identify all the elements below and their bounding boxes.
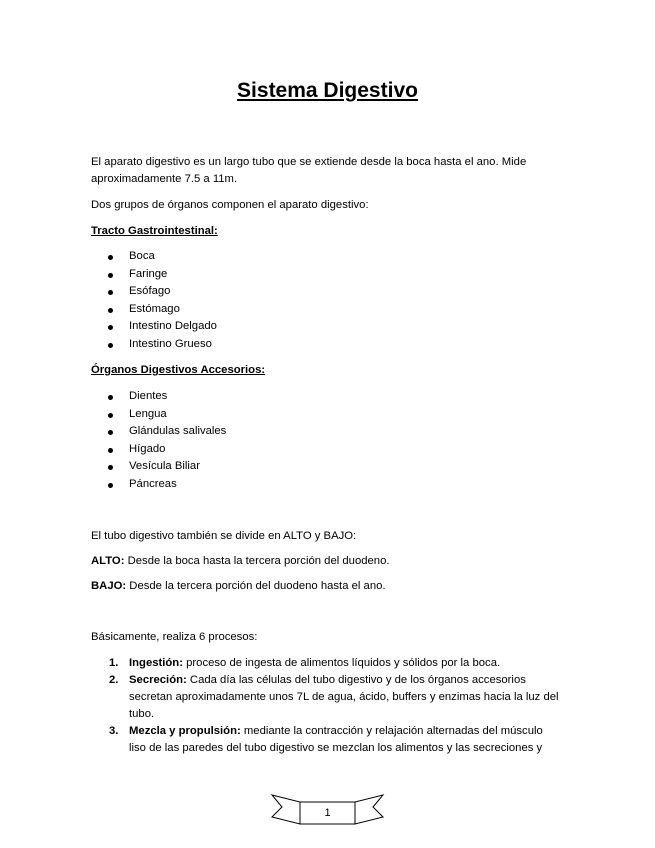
alto-paragraph [91, 553, 571, 570]
list-item: Intestino Grueso [91, 336, 217, 354]
list-item: Intestino Delgado [91, 318, 217, 336]
section-heading-accesorios: Órganos Digestivos Accesorios: [91, 364, 266, 376]
list-item: Faringe [91, 266, 217, 284]
intro-paragraph: El aparato digestivo es un largo tubo que se extiende desde la boca hasta el ano. Mide aproximadamente 7.5 a 11m. [91, 156, 527, 185]
list-item: Esófago [91, 283, 217, 301]
page-footer [270, 793, 385, 829]
groups-intro-paragraph: Dos grupos de órganos componen el aparato digestivo: [91, 199, 369, 211]
bajo-paragraph [91, 578, 571, 595]
list-item: Vesícula Biliar [91, 458, 226, 476]
list-item: Páncreas [91, 476, 226, 494]
list-item: Lengua [91, 406, 226, 424]
alto-label: ALTO: [91, 555, 125, 567]
tracto-list [91, 248, 217, 354]
list-item: Hígado [91, 441, 226, 459]
bajo-text: Desde la tercera porción del duodeno hasta el ano. [126, 580, 386, 592]
process-label: Secreción: [129, 674, 187, 686]
alto-text: Desde la boca hasta la tercera porción del duodeno. [124, 555, 390, 567]
process-number: 2. [109, 674, 119, 686]
list-item: Estómago [91, 301, 217, 319]
bajo-label: BAJO: [91, 580, 127, 592]
process-item [91, 672, 561, 723]
page-number: 1 [324, 807, 331, 819]
process-label: Mezcla y propulsión: [129, 725, 241, 737]
processes-intro-paragraph: Básicamente, realiza 6 procesos: [91, 631, 258, 643]
process-text: Cada día las células del tubo digestivo y de los órganos accesorios secretan aproximadamente unos 7L de agua, ácido, buffers y enzimas hacia la luz del tubo. [129, 674, 559, 720]
process-text: mediante la contracción y relajación alternadas del músculo liso de las paredes del tubo digestivo se mezclan los alimentos y las secreciones y [129, 725, 543, 754]
process-item [91, 723, 561, 757]
process-text: proceso de ingesta de alimentos líquidos y sólidos por la boca. [182, 657, 501, 669]
process-number: 3. [109, 725, 119, 737]
list-item: Dientes [91, 388, 226, 406]
process-item [91, 655, 561, 672]
section-heading-tracto: Tracto Gastrointestinal: [91, 225, 218, 237]
list-item: Glándulas salivales [91, 423, 226, 441]
processes-list [91, 655, 561, 757]
accesorios-list [91, 388, 226, 494]
page-title: Sistema Digestivo [237, 79, 418, 102]
list-item: Boca [91, 248, 217, 266]
process-label: Ingestión: [129, 657, 183, 669]
process-number: 1. [109, 657, 119, 669]
division-intro-paragraph: El tubo digestivo también se divide en ALTO y BAJO: [91, 530, 357, 542]
